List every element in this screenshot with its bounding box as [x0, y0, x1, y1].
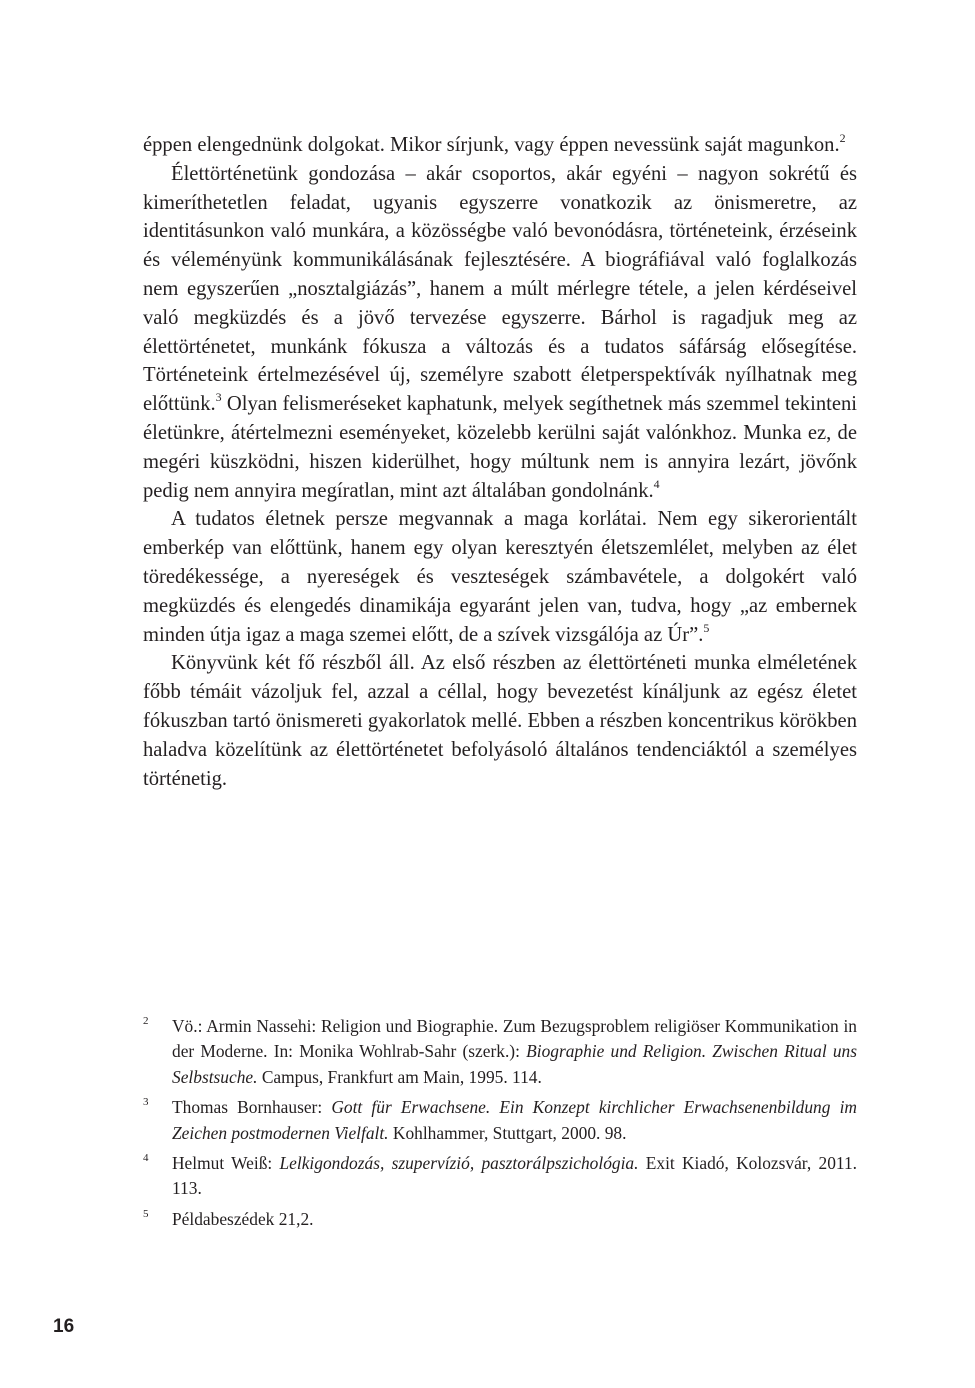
footnote-number: 3 [143, 1096, 149, 1109]
footnote [143, 1014, 857, 1090]
paragraph: Könyvünk két fő részből áll. Az első részben az élettörténeti munka elméletének főbb témáit vázoljuk fel, azzal a céllal, hogy bevezetést kínáljunk az egész életet fókuszban tartó önismereti gyakorlatok mellé. Ebben a részben koncentrikus körökben haladva közelítünk az élettörténetet befolyásoló általános tendenciáktól a személyes történetig. [143, 652, 857, 790]
footnote-number: 4 [143, 1152, 149, 1165]
footnotes [143, 1014, 857, 1237]
footnote-ref[interactable]: 2 [839, 131, 846, 146]
footnote-ref[interactable]: 3 [215, 390, 222, 405]
footnote-ref[interactable]: 4 [653, 476, 660, 491]
footnote [143, 1151, 857, 1202]
paragraph: A tudatos életnek persze megvannak a maga korlátai. Nem egy sikerorientált emberkép van előttünk, hanem egy olyan keresztyén életszemlélet, melyben az élet töredékessége, a nyereségek és veszteségek számbavétele, a dolgokért való megküzdés és elengedés dinamikája egyaránt jelen van, tudva, hogy „az embernek minden útja igaz a maga szemei előtt, de a szívek vizsgálója az Úr”.$^5$ [143, 508, 857, 646]
footnote-number: 2 [143, 1015, 149, 1027]
paragraph: éppen elengednünk dolgokat. Mikor sírjunk, vagy éppen nevessünk saját magunkon.$^2$ [143, 131, 846, 156]
footnote-text: Thomas Bornhauser: Gott für Erwachsene. Ein Konzept kirchlicher Erwachsenenbildung im Zeichen postmodernen Vielfalt. Kohlhammer, Stuttgart, 2000. 98. [172, 1097, 857, 1143]
body-text [143, 131, 857, 793]
footnote [143, 1095, 857, 1146]
page-number: 16 [53, 1316, 75, 1337]
footnote-text: Helmut Weiß: Lelkigondozás, szupervízió, pasztorálpszichológia. Exit Kiadó, Kolozsvár, 2011. 113. [172, 1153, 857, 1199]
footnote-text: Vö.: Armin Nassehi: Religion und Biographie. Zum Bezugsproblem religiöser Kommunikation in der Moderne. In: Monika Wohlrab-Sahr (szerk.): Biographie und Religion. Zwischen Ritual uns Selbstsuche. Campus, Frankfurt am Main, 1995. 114. [172, 1016, 857, 1087]
footnote-ref[interactable]: 5 [703, 620, 710, 635]
footnote-number: 5 [143, 1207, 149, 1220]
footnote-text: Példabeszédek 21,2. [172, 1208, 314, 1229]
footnote [143, 1207, 857, 1232]
paragraph: Élettörténetünk gondozása – akár csoportos, akár egyéni – nagyon sokrétű és kimeríthetetlen feladat, ugyanis egyszerre vonatkozik az önismeretre, az identitásunkon való munkára, a közösségbe való bevonódásra, történeteink, érzéseink és véleményünk kommunikálásának fejlesztésére. A biográfiával való foglalkozás nem egyszerűen „nosztalgiázás”, hanem a múlt mérlegre tétele, a jelen kérdéseivel való megküzdés és a jövő tervezése egyszerre. Bárhol is ragadjuk meg az élettörténetet, munkánk fókusza a változás és a tudatos sáfárság elősegítése. Történeteink értelmezésével új, személyre szabott életperspektívák nyílhatnak meg előttünk.$^3$ Olyan felismeréseket kaphatunk, melyek segíthetnek más szemmel tekinteni életünkre, átértelmezni eseményeket, közelebb kerülni saját valónkhoz. Munka ez, de megéri küszködni, hiszen kiderülhet, hogy múltunk nem is annyira lezárt, jövőnk pedig nem annyira megíratlan, mint azt általában gondolnánk.$^4$ [143, 162, 857, 502]
